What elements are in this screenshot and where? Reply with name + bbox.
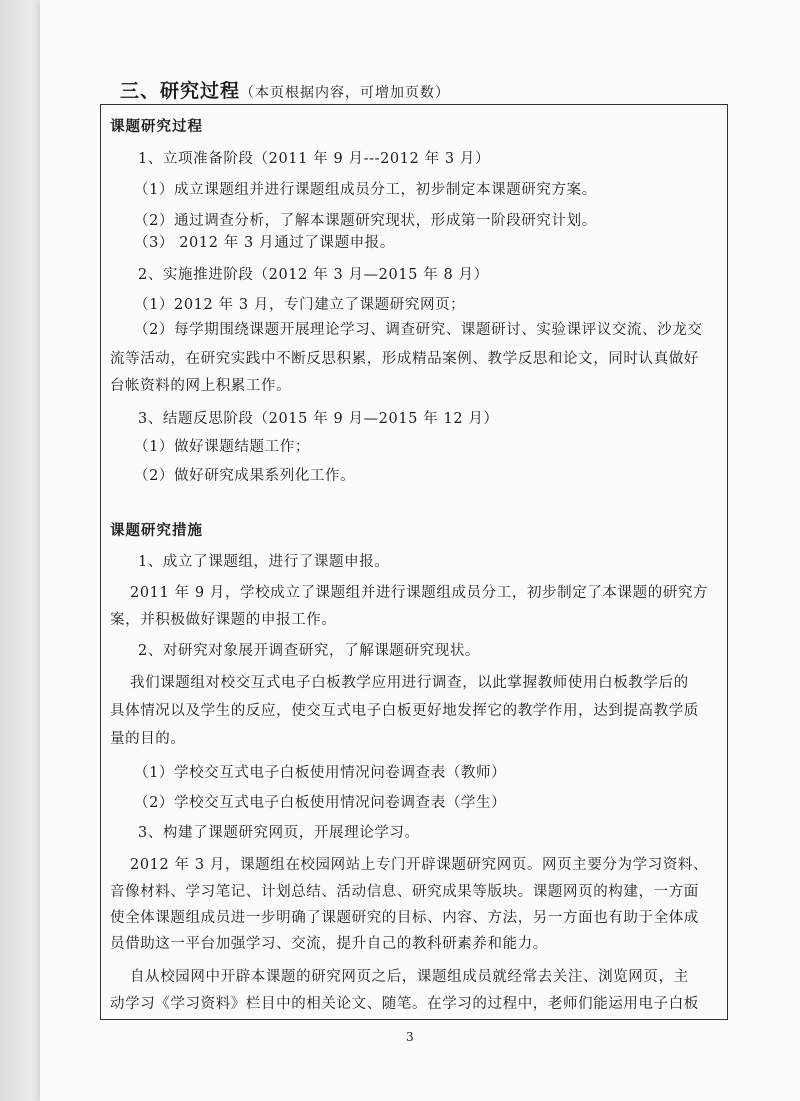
measures-heading: 课题研究措施 (110, 522, 203, 539)
measures-line: 使全体课题组成员进一步明确了课题研究的目标、内容、方法，另一方面也有助于全体成 (110, 910, 699, 926)
measures-line: 员借助这一平台加强学习、交流，提升自己的教科研素养和能力。 (110, 936, 548, 952)
measures-line: 我们课题组对校交互式电子白板教学应用进行调查，以此掌握教师使用白板教学后的 (130, 675, 689, 691)
measures-line: （1）学校交互式电子白板使用情况问卷调查表（教师） (134, 765, 507, 781)
page-number: 3 (406, 1030, 414, 1044)
process-line: （3） 2012 年 3 月通过了课题申报。 (134, 235, 395, 251)
measures-line: （2）学校交互式电子白板使用情况问卷调查表（学生） (134, 795, 507, 811)
process-heading: 课题研究过程 (110, 118, 203, 135)
measures-line: 量的目的。 (110, 731, 186, 747)
measures-line: 自从校园网中开辟本课题的研究网页之后，课题组成员就经常去关注、浏览网页，主 (130, 969, 689, 985)
process-line: （2）做好研究成果系列化工作。 (134, 468, 356, 484)
section-title-note: （本页根据内容，可增加页数） (240, 85, 451, 101)
scan-edge (0, 0, 40, 1101)
process-line: （1）2012 年 3 月，专门建立了课题研究网页； (134, 297, 466, 313)
measures-line: 案，并积极做好课题的申报工作。 (110, 612, 337, 628)
process-line: （2）通过调查分析，了解本课题研究现状，形成第一阶段研究计划。 (134, 213, 597, 229)
process-line: 流等活动，在研究实践中不断反思积累，形成精品案例、教学反思和论文，同时认真做好 (110, 351, 699, 367)
section-title (120, 76, 450, 103)
process-line: 3、结题反思阶段（2015 年 9 月—2015 年 12 月） (138, 411, 499, 427)
process-line: 台帐资料的网上积累工作。 (110, 378, 292, 394)
measures-line: 3、构建了课题研究网页，开展理论学习。 (138, 825, 420, 841)
measures-line: 2、对研究对象展开调查研究，了解课题研究现状。 (138, 643, 481, 659)
measures-line: 2011 年 9 月，学校成立了课题组并进行课题组成员分工，初步制定了本课题的研究方 (130, 585, 709, 601)
process-line: 1、立项准备阶段（2011 年 9 月---2012 年 3 月） (138, 151, 491, 167)
measures-line: 具体情况以及学生的反应，使交互式电子白板更好地发挥它的教学作用，达到提高教学质 (110, 703, 699, 719)
measures-line: 音像材料、学习笔记、计划总结、活动信息、研究成果等版块。课题网页的构建，一方面 (110, 884, 699, 900)
measures-line: 动学习《学习资料》栏目中的相关论文、随笔。在学习的过程中，老师们能运用电子白板 (110, 996, 699, 1012)
process-line: （1）成立课题组并进行课题组成员分工，初步制定本课题研究方案。 (134, 182, 597, 198)
measures-line: 2012 年 3 月，课题组在校园网站上专门开辟课题研究网页。网页主要分为学习资料、 (130, 857, 709, 873)
process-line: 2、实施推进阶段（2012 年 3 月—2015 年 8 月） (138, 267, 489, 283)
process-line: （1）做好课题结题工作； (134, 439, 310, 455)
section-title-text: 三、研究过程 (120, 80, 241, 102)
process-line: （2）每学期围绕课题开展理论学习、调查研究、课题研讨、实验课评议交流、沙龙交 (134, 322, 703, 338)
measures-line: 1、成立了课题组，进行了课题申报。 (138, 554, 390, 570)
